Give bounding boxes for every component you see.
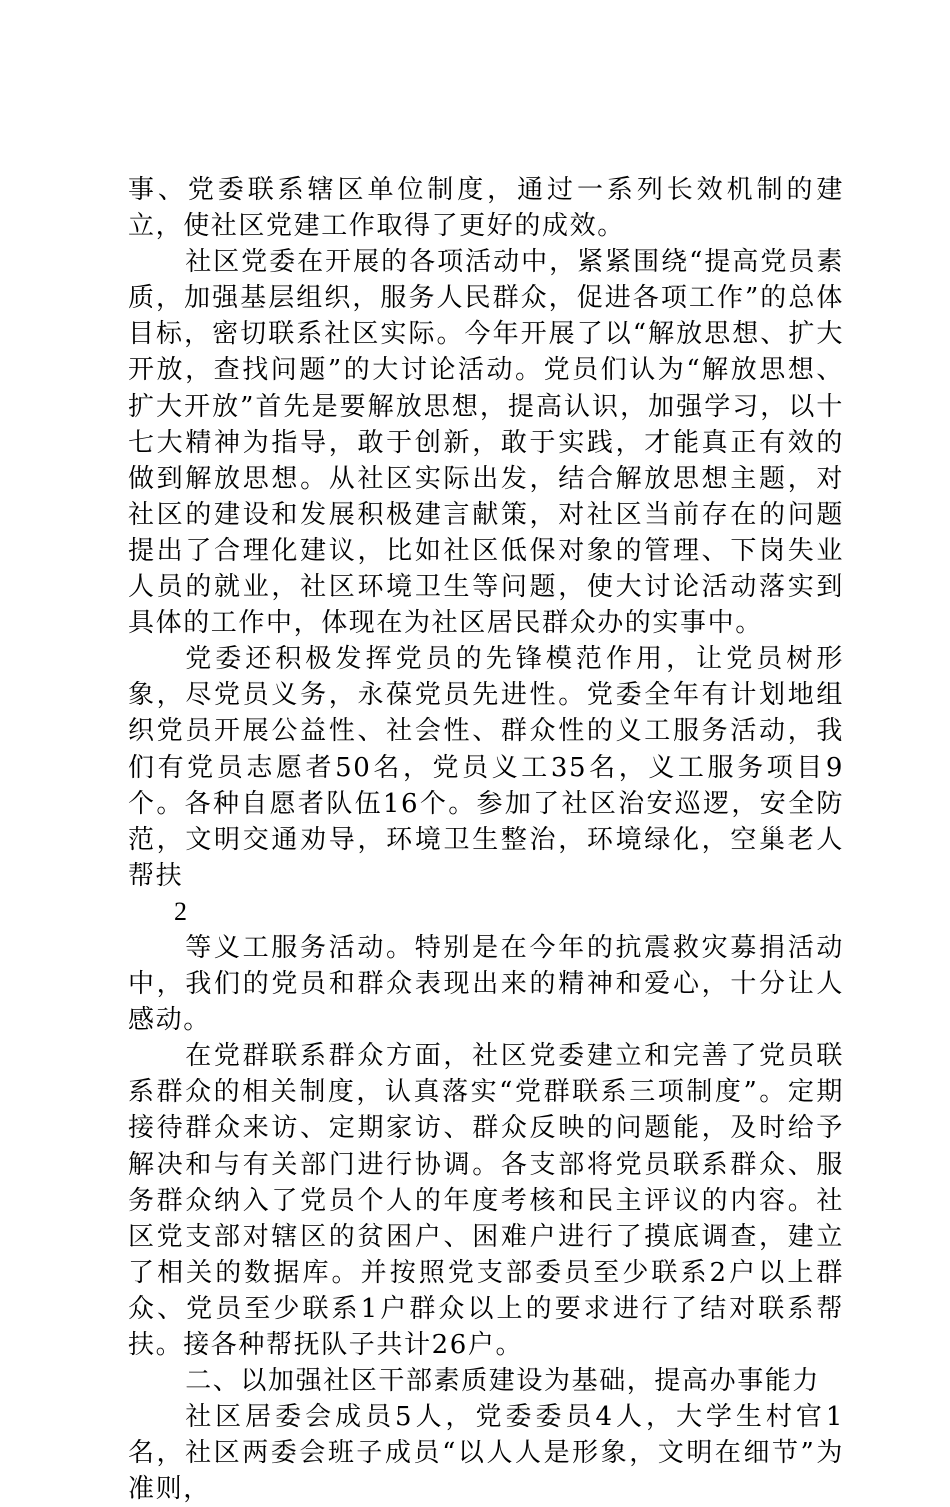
paragraph: 事、党委联系辖区单位制度，通过一系列长效机制的建立，使社区党建工作取得了更好的成效。	[128, 175, 844, 242]
paragraph: 党委还积极发挥党员的先锋模范作用，让党员树形象，尽党员义务，永葆党员先进性。党委全年有计划地组织党员开展公益性、社会性、群众性的义工服务活动，我们有党员志愿者50名，党员义工35名，义工服务项目9个。各种自愿者队伍16个。参加了社区治安巡逻，安全防范，文明交通劝导，环境卫生整治，环境绿化，空巢老人帮扶	[128, 644, 844, 891]
paragraph: 社区居委会成员5人，党委委员4人，大学生村官1名，社区两委会班子成员“以人人是形象，文明在细节”为准则，	[128, 1402, 844, 1505]
section-heading: 二、以加强社区干部素质建设为基础，提高办事能力	[185, 1366, 820, 1397]
page-number: 2	[174, 896, 189, 926]
paragraph: 等义工服务活动。特别是在今年的抗震救灾募捐活动中，我们的党员和群众表现出来的精神和爱心，十分让人感动。	[128, 932, 844, 1036]
paragraph: 社区党委在开展的各项活动中，紧紧围绕“提高党员素质，加强基层组织，服务人民群众，促进各项工作”的总体目标，密切联系社区实际。今年开展了以“解放思想、扩大开放，查找问题”的大讨论活动。党员们认为“解放思想、扩大开放”首先是要解放思想，提高认识，加强学习，以十七大精神为指导，敢于创新，敢于实践，才能真正有效的做到解放思想。从社区实际出发，结合解放思想主题，对社区的建设和发展积极建言献策，对社区当前存在的问题提出了合理化建议，比如社区低保对象的管理、下岗失业人员的就业，社区环境卫生等问题，使大讨论活动落实到具体的工作中，体现在为社区居民群众办的实事中。	[128, 247, 844, 639]
document-body	[128, 172, 844, 1507]
paragraph: 在党群联系群众方面，社区党委建立和完善了党员联系群众的相关制度，认真落实“党群联系三项制度”。定期接待群众来访、定期家访、群众反映的问题能，及时给予解决和与有关部门进行协调。各支部将党员联系群众、服务群众纳入了党员个人的年度考核和民主评议的内容。社区党支部对辖区的贫困户、困难户进行了摸底调查，建立了相关的数据库。并按照党支部委员至少联系2户以上群众、党员至少联系1户群众以上的要求进行了结对联系帮扶。接各种帮抚队子共计26户。	[128, 1041, 844, 1360]
